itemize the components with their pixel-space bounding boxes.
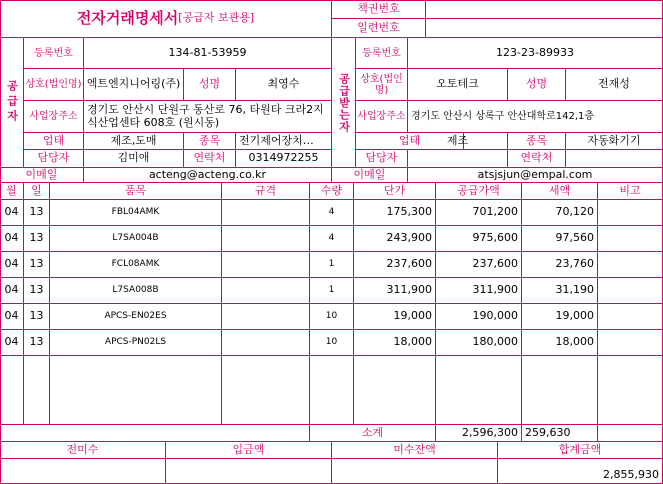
grand-total: 2,855,930 xyxy=(498,459,663,484)
row-day-cell: 13 xyxy=(24,226,50,252)
subtotal-blank xyxy=(0,425,310,442)
row-supply-cell: 190,000 xyxy=(436,304,522,330)
supplier-address: 경기도 안산시 단원구 동산로 76, 타원타 크라2지식산업센타 608호 (원시동) xyxy=(84,101,332,133)
row-spec-cell xyxy=(222,200,310,226)
row-note-cell xyxy=(598,330,663,356)
supplier-email-label: 이메일 xyxy=(0,168,84,183)
title-cell xyxy=(0,0,332,38)
row-month-cell: 04 xyxy=(0,226,24,252)
col-day-header: 일 xyxy=(24,183,50,200)
row-month-cell: 04 xyxy=(0,330,24,356)
filler-unit-price xyxy=(354,356,436,425)
supplier-address-label: 사업장주소 xyxy=(24,101,84,133)
prev-balance xyxy=(0,459,166,484)
row-unit-price-cell: 18,000 xyxy=(354,330,436,356)
row-unit-price-cell: 311,900 xyxy=(354,278,436,304)
row-item-cell: L7SA008B xyxy=(50,278,222,304)
row-unit-price-cell: 243,900 xyxy=(354,226,436,252)
filler-tax xyxy=(522,356,598,425)
prev-balance-label: 전미수 xyxy=(0,442,166,459)
receiver-manager xyxy=(408,150,508,168)
receiver-address-label: 사업장주소 xyxy=(356,101,408,133)
row-month-cell: 04 xyxy=(0,252,24,278)
row-tax-cell: 97,560 xyxy=(522,226,598,252)
col-month-header: 월 xyxy=(0,183,24,200)
receiver-rep-label: 성명 xyxy=(508,69,566,101)
receiver-rep: 전재성 xyxy=(566,69,663,101)
row-spec-cell xyxy=(222,304,310,330)
filler-spec xyxy=(222,356,310,425)
supplier-biz-type-label: 업태 xyxy=(24,133,84,150)
row-qty-cell: 4 xyxy=(310,226,354,252)
filler-qty xyxy=(310,356,354,425)
receiver-biz-item: 자동화기기 xyxy=(566,133,663,150)
filler-item xyxy=(50,356,222,425)
row-tax-cell: 19,000 xyxy=(522,304,598,330)
col-item-header: 품목 xyxy=(50,183,222,200)
row-qty-cell: 1 xyxy=(310,252,354,278)
receiver-contact-label: 연락처 xyxy=(508,150,566,168)
filler-month xyxy=(0,356,24,425)
col-qty-header: 수량 xyxy=(310,183,354,200)
supplier-manager: 김미애 xyxy=(84,150,184,168)
deposit-label: 입금액 xyxy=(166,442,332,459)
subtotal-note xyxy=(598,425,663,442)
supplier-rep-label: 성명 xyxy=(184,69,236,101)
row-spec-cell xyxy=(222,330,310,356)
supplier-company-label: 상호(법인명) xyxy=(24,69,84,101)
col-note-header: 비고 xyxy=(598,183,663,200)
supplier-biz-type: 제조,도매 xyxy=(84,133,184,150)
row-spec-cell xyxy=(222,278,310,304)
row-supply-cell: 237,600 xyxy=(436,252,522,278)
col-supply-header: 공급가액 xyxy=(436,183,522,200)
row-qty-cell: 10 xyxy=(310,304,354,330)
col-unit-price-header: 단가 xyxy=(354,183,436,200)
book-no-value xyxy=(426,0,663,19)
supplier-contact: 0314972255 xyxy=(236,150,332,168)
deposit xyxy=(166,459,332,484)
row-spec-cell xyxy=(222,226,310,252)
supplier-manager-label: 담당자 xyxy=(24,150,84,168)
filler-note xyxy=(598,356,663,425)
col-spec-header: 규격 xyxy=(222,183,310,200)
receiver-biz-item-label: 종목 xyxy=(508,133,566,150)
row-month-cell: 04 xyxy=(0,200,24,226)
book-no-label: 책권번호 xyxy=(332,0,426,19)
supplier-email: acteng@acteng.co.kr xyxy=(84,168,332,183)
row-unit-price-cell: 237,600 xyxy=(354,252,436,278)
supplier-contact-label: 연락처 xyxy=(184,150,236,168)
row-day-cell: 13 xyxy=(24,304,50,330)
supplier-biz-item: 전기제어장치… xyxy=(236,133,332,150)
supplier-rep: 최영수 xyxy=(236,69,332,101)
row-item-cell: APCS-EN02ES xyxy=(50,304,222,330)
row-note-cell xyxy=(598,200,663,226)
row-month-cell: 04 xyxy=(0,304,24,330)
serial-no-value xyxy=(426,19,663,38)
row-spec-cell xyxy=(222,252,310,278)
receiver-email-label: 이메일 xyxy=(332,168,408,183)
row-item-cell: FCL08AMK xyxy=(50,252,222,278)
grand-total-label: 합계금액 xyxy=(498,442,663,459)
receiver-manager-label: 담당자 xyxy=(356,150,408,168)
row-item-cell: FBL04AMK xyxy=(50,200,222,226)
row-tax-cell: 18,000 xyxy=(522,330,598,356)
row-note-cell xyxy=(598,278,663,304)
row-unit-price-cell: 19,000 xyxy=(354,304,436,330)
receiver-reg-no: 123-23-89933 xyxy=(408,38,663,69)
row-unit-price-cell: 175,300 xyxy=(354,200,436,226)
row-item-cell: APCS-PN02LS xyxy=(50,330,222,356)
row-supply-cell: 311,900 xyxy=(436,278,522,304)
outstanding-label: 미수잔액 xyxy=(332,442,498,459)
supplier-biz-item-label: 종목 xyxy=(184,133,236,150)
row-note-cell xyxy=(598,226,663,252)
document-subtitle: [공급자 보관용] xyxy=(178,11,255,25)
subtotal-tax: 259,630 xyxy=(522,425,598,442)
receiver-reg-no-label: 등록번호 xyxy=(356,38,408,69)
receiver-biz-type: 제조 xyxy=(408,133,508,150)
receiver-address: 경기도 안산시 상록구 안산대학로142,1층 xyxy=(408,101,663,133)
row-day-cell: 13 xyxy=(24,200,50,226)
row-supply-cell: 180,000 xyxy=(436,330,522,356)
supplier-reg-no: 134-81-53959 xyxy=(84,38,332,69)
row-tax-cell: 31,190 xyxy=(522,278,598,304)
row-qty-cell: 1 xyxy=(310,278,354,304)
supplier-company: 엑트엔지니어링(주) xyxy=(84,69,184,101)
document-title: 전자거래명세서 xyxy=(76,9,179,28)
subtotal-label: 소계 xyxy=(310,425,436,442)
receiver-biz-type-label: 업태 xyxy=(356,133,464,150)
row-qty-cell: 10 xyxy=(310,330,354,356)
filler-day xyxy=(24,356,50,425)
supplier-side-label: 공급자 xyxy=(0,38,24,168)
receiver-contact xyxy=(566,150,663,168)
receiver-company: 오토테크 xyxy=(408,69,508,101)
serial-no-label: 일련번호 xyxy=(332,19,426,38)
subtotal-supply: 2,596,300 xyxy=(436,425,522,442)
supplier-reg-no-label: 등록번호 xyxy=(24,38,84,69)
receiver-side-label: 공급받는자 xyxy=(332,38,356,168)
row-supply-cell: 701,200 xyxy=(436,200,522,226)
row-month-cell: 04 xyxy=(0,278,24,304)
col-tax-header: 세액 xyxy=(522,183,598,200)
row-item-cell: L7SA004B xyxy=(50,226,222,252)
filler-supply xyxy=(436,356,522,425)
row-day-cell: 13 xyxy=(24,278,50,304)
row-day-cell: 13 xyxy=(24,252,50,278)
outstanding xyxy=(332,459,498,484)
row-qty-cell: 4 xyxy=(310,200,354,226)
row-day-cell: 13 xyxy=(24,330,50,356)
row-note-cell xyxy=(598,252,663,278)
row-tax-cell: 70,120 xyxy=(522,200,598,226)
row-supply-cell: 975,600 xyxy=(436,226,522,252)
row-tax-cell: 23,760 xyxy=(522,252,598,278)
row-note-cell xyxy=(598,304,663,330)
receiver-company-label: 상호(법인명) xyxy=(356,69,408,101)
receiver-email: atsjsjun@empal.com xyxy=(408,168,663,183)
